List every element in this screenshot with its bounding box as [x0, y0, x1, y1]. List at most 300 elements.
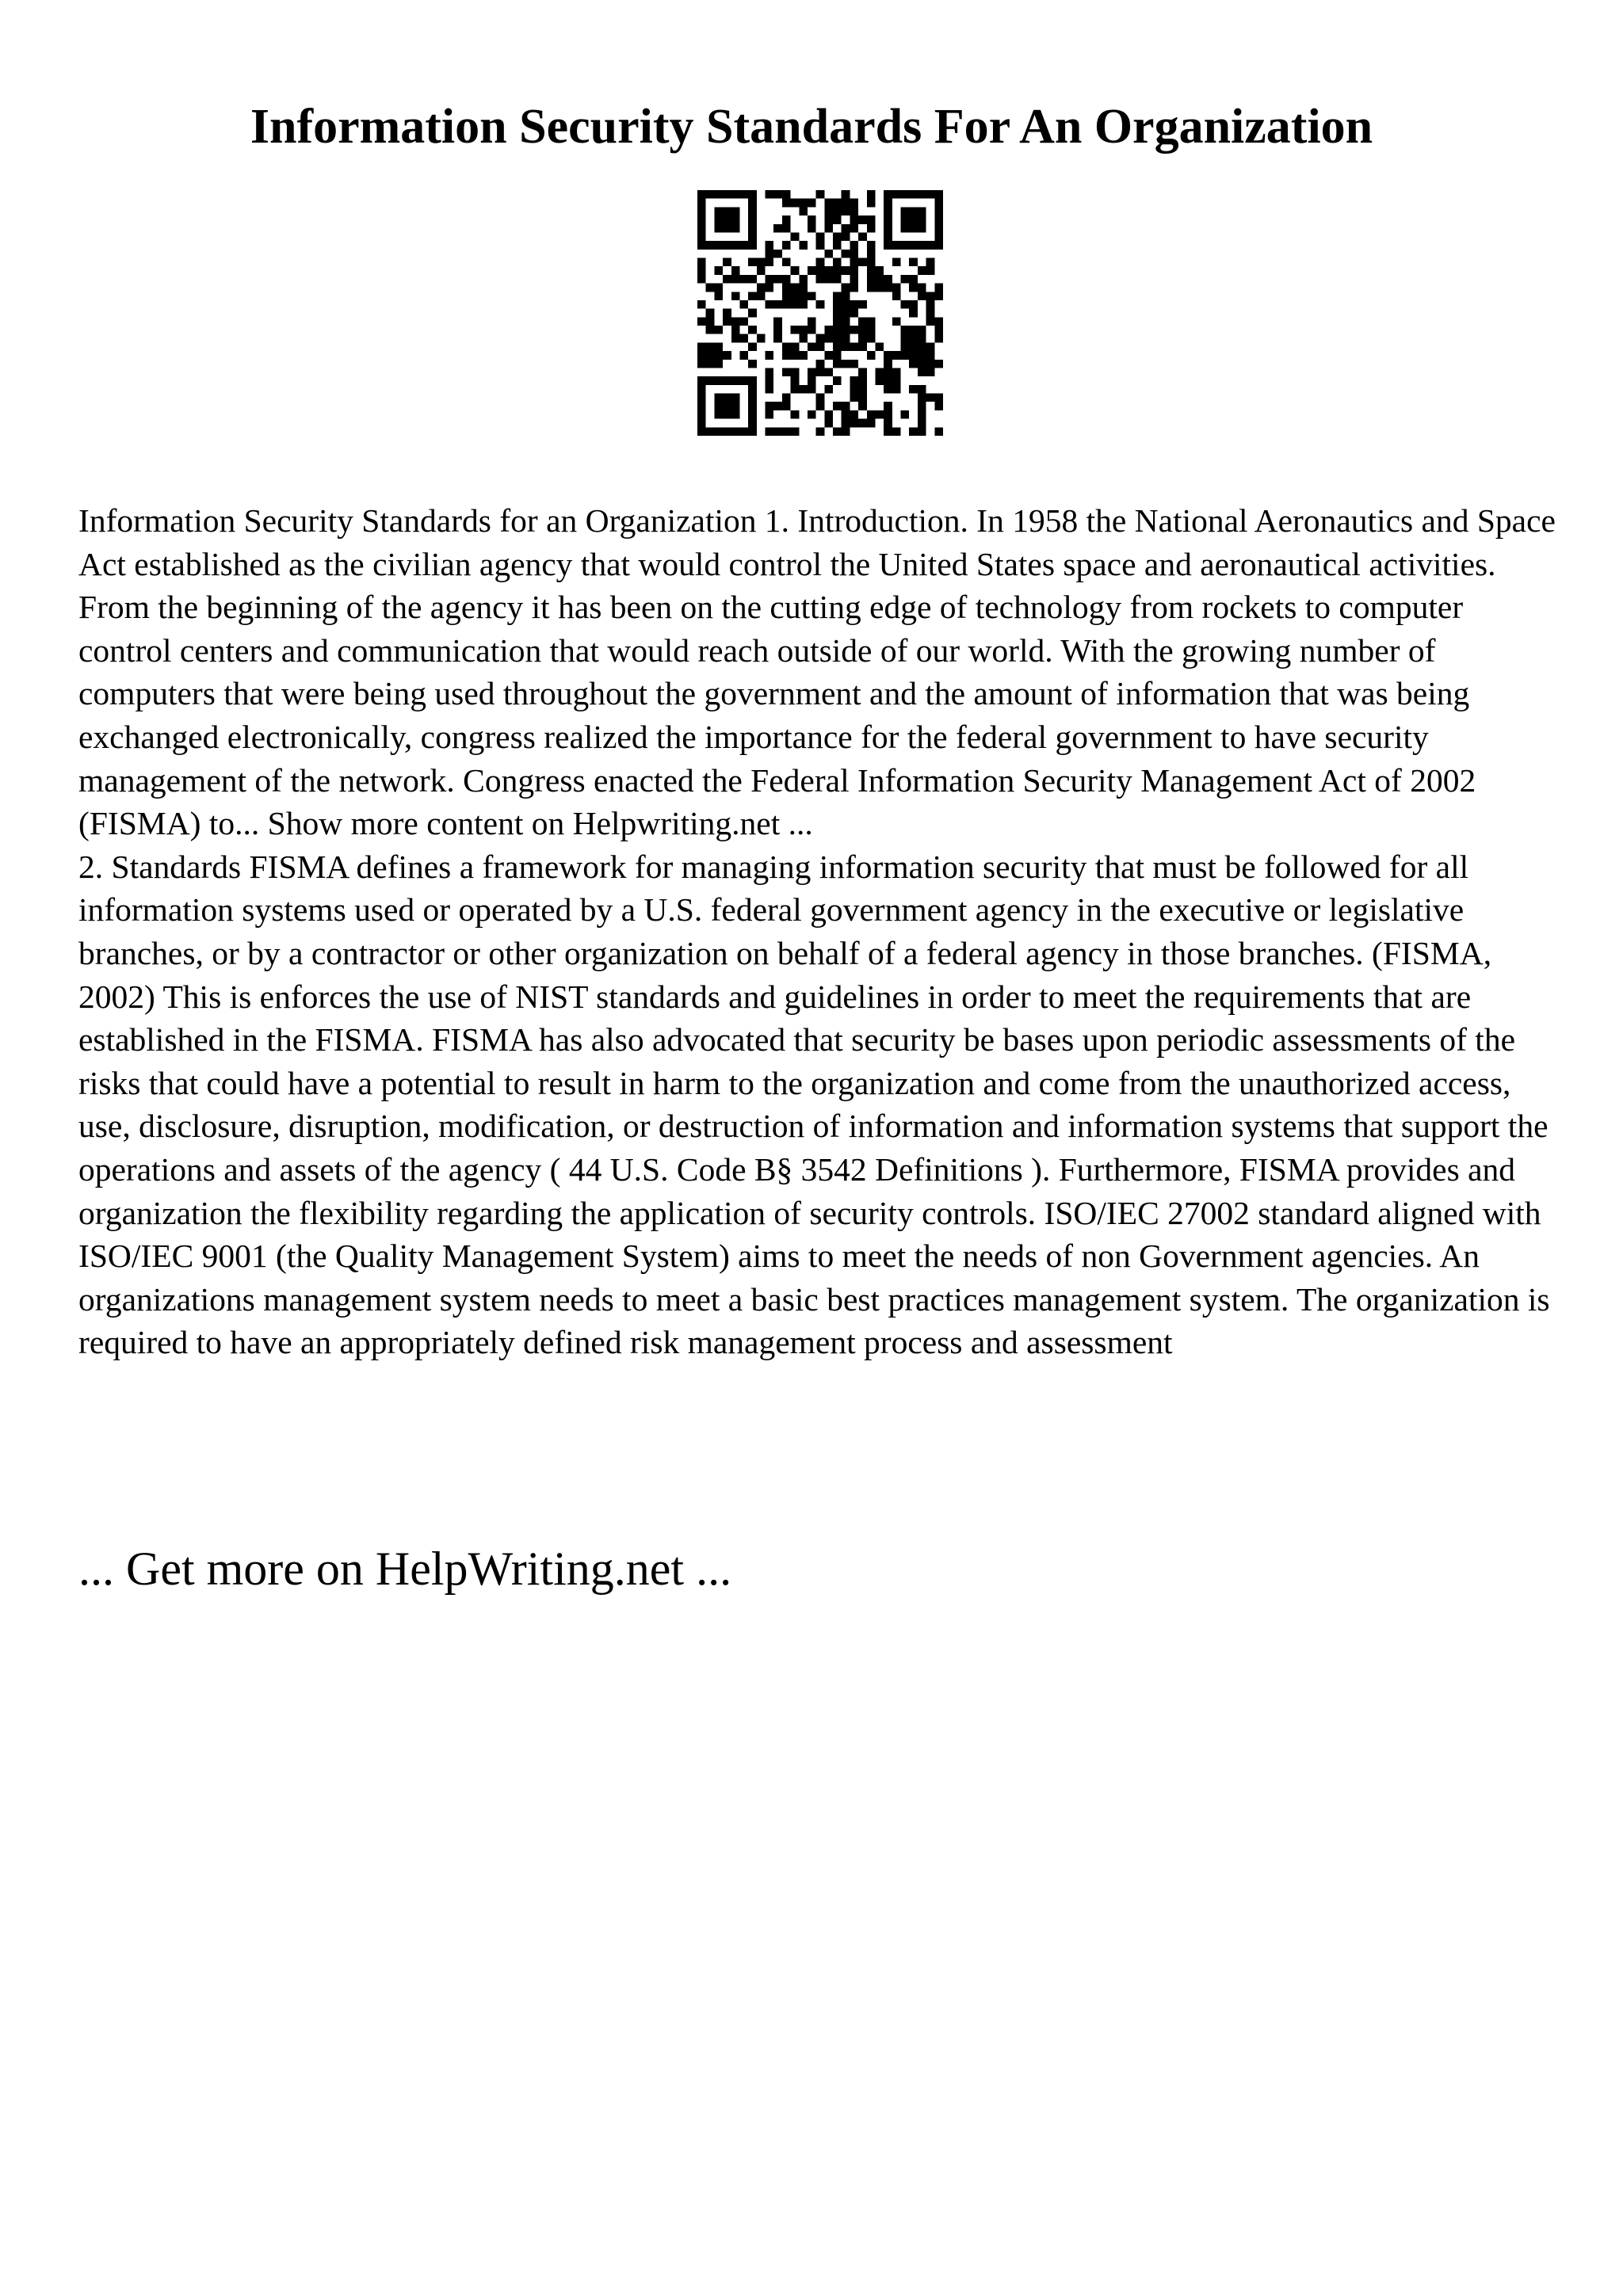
qr-module: [833, 309, 842, 318]
qr-module: [842, 224, 850, 233]
qr-module: [731, 292, 740, 300]
qr-module: [766, 351, 774, 360]
qr-module: [808, 266, 816, 275]
qr-module: [884, 410, 892, 419]
qr-module: [824, 215, 833, 224]
qr-module: [782, 402, 791, 410]
qr-module: [833, 300, 842, 309]
qr-module: [706, 317, 715, 326]
qr-module: [850, 309, 858, 318]
qr-module: [884, 427, 892, 436]
qr-module: [782, 427, 791, 436]
qr-module: [706, 309, 715, 318]
qr-module: [808, 410, 816, 419]
qr-module: [766, 275, 774, 284]
qr-module: [901, 275, 910, 284]
qr-module: [901, 410, 910, 419]
paragraph-introduction: Information Security Standards for an Organization 1. Introduction. In 1958 the National Aeronautics and Space Act established as the civilian agency that would control the United States space and aeronautical activities. From the beginning of the agency it has been on the cutting edge of technology from rockets to computer control centers and communication that would reach outside of our world. With the growing number of computers that were being used throughout the government and the amount of information that was being exchanged electronically, congress realized the importance for the federal government to have security management of the network. Congress enacted the Federal Information Security Management Act of 2002 (FISMA) to... Show more content on Helpwriting.net ...: [78, 502, 1556, 842]
qr-module: [842, 427, 850, 436]
qr-module: [766, 376, 774, 385]
qr-module: [833, 427, 842, 436]
qr-module: [892, 385, 901, 394]
qr-module: [773, 190, 782, 199]
qr-module: [918, 284, 926, 292]
qr-module: [757, 292, 766, 300]
qr-module: [850, 385, 858, 394]
qr-module: [766, 410, 774, 419]
qr-module: [842, 360, 850, 368]
qr-module: [816, 334, 825, 343]
qr-module: [918, 326, 926, 334]
qr-module: [791, 368, 800, 376]
qr-module: [782, 241, 791, 250]
qr-module: [773, 300, 782, 309]
qr-module: [909, 309, 918, 318]
qr-module: [858, 376, 867, 385]
qr-module: [858, 394, 867, 402]
qr-module: [766, 402, 774, 410]
qr-module: [875, 266, 884, 275]
qr-module: [918, 266, 926, 275]
qr-module: [782, 199, 791, 208]
qr-module: [850, 419, 858, 428]
qr-module: [697, 300, 706, 309]
qr-module: [791, 266, 800, 275]
qr-module: [706, 351, 715, 360]
qr-module: [757, 258, 766, 267]
qr-module: [892, 317, 901, 326]
qr-module: [766, 427, 774, 436]
qr-module: [791, 326, 800, 334]
qr-module: [833, 207, 842, 215]
qr-module: [934, 427, 943, 436]
qr-module: [926, 300, 935, 309]
qr-module: [884, 360, 892, 368]
qr-module: [824, 385, 833, 394]
qr-module: [892, 351, 901, 360]
qr-module: [842, 309, 850, 318]
qr-module: [697, 317, 706, 326]
qr-module: [748, 326, 757, 334]
qr-module: [799, 292, 808, 300]
qr-module: [766, 190, 774, 199]
qr-module: [791, 427, 800, 436]
qr-module: [714, 360, 723, 368]
qr-module: [918, 360, 926, 368]
qr-module: [867, 241, 876, 250]
qr-module: [697, 360, 706, 368]
qr-module: [867, 419, 876, 428]
qr-module: [884, 275, 892, 284]
qr-module: [824, 207, 833, 215]
qr-module: [766, 284, 774, 292]
qr-module: [833, 342, 842, 351]
qr-module: [723, 275, 731, 284]
qr-module: [850, 215, 858, 224]
qr-module: [926, 351, 935, 360]
qr-module: [918, 419, 926, 428]
qr-module: [850, 410, 858, 419]
qr-module: [824, 275, 833, 284]
qr-module: [858, 368, 867, 376]
qr-module: [816, 394, 825, 402]
qr-module: [858, 342, 867, 351]
qr-module: [858, 402, 867, 410]
qr-module: [850, 241, 858, 250]
qr-module: [909, 284, 918, 292]
qr-module: [723, 317, 731, 326]
qr-module: [833, 317, 842, 326]
qr-module: [884, 284, 892, 292]
qr-module: [816, 300, 825, 309]
qr-module: [731, 275, 740, 284]
qr-module: [714, 326, 723, 334]
qr-module: [901, 300, 910, 309]
qr-module: [766, 300, 774, 309]
qr-module: [934, 284, 943, 292]
qr-module: [850, 266, 858, 275]
qr-module: [782, 190, 791, 199]
qr-module: [799, 241, 808, 250]
qr-module: [850, 326, 858, 334]
qr-module: [833, 266, 842, 275]
qr-module: [808, 368, 816, 376]
qr-module: [824, 199, 833, 208]
qr-module: [824, 326, 833, 334]
qr-module: [842, 342, 850, 351]
qr-module: [773, 224, 782, 233]
qr-module: [799, 207, 808, 215]
qr-module: [731, 326, 740, 334]
qr-module: [833, 232, 842, 241]
qr-module: [782, 351, 791, 360]
qr-module: [791, 284, 800, 292]
qr-module: [766, 368, 774, 376]
qr-module: [926, 317, 935, 326]
qr-module: [808, 342, 816, 351]
qr-module: [748, 258, 757, 267]
qr-module: [766, 241, 774, 250]
qr-module: [773, 334, 782, 343]
qr-module: [867, 284, 876, 292]
qr-module: [782, 215, 791, 224]
qr-module: [867, 410, 876, 419]
qr-module: [934, 326, 943, 334]
qr-module: [782, 284, 791, 292]
qr-module: [858, 258, 867, 267]
qr-module: [697, 275, 706, 284]
qr-module: [824, 410, 833, 419]
qr-module: [816, 402, 825, 410]
qr-module: [918, 292, 926, 300]
qr-module: [858, 300, 867, 309]
qr-module: [858, 326, 867, 334]
qr-module: [791, 385, 800, 394]
qr-module: [782, 342, 791, 351]
qr-module: [833, 351, 842, 360]
qr-module: [782, 258, 791, 267]
qr-module: [731, 266, 740, 275]
qr-module: [833, 199, 842, 208]
qr-module: [918, 394, 926, 402]
qr-module: [706, 284, 715, 292]
qr-module: [926, 360, 935, 368]
qr-module: [748, 275, 757, 284]
qr-module: [799, 199, 808, 208]
qr-module: [909, 326, 918, 334]
qr-module: [926, 292, 935, 300]
qr-module: [858, 215, 867, 224]
qr-module: [918, 402, 926, 410]
qr-module: [824, 351, 833, 360]
qr-module: [773, 317, 782, 326]
qr-module: [909, 334, 918, 343]
qr-module: [934, 334, 943, 343]
qr-module: [850, 207, 858, 215]
qr-module: [782, 368, 791, 376]
qr-module: [833, 292, 842, 300]
qr-module: [842, 317, 850, 326]
qr-module: [714, 351, 723, 360]
qr-module: [934, 292, 943, 300]
qr-module: [766, 250, 774, 258]
qr-module: [833, 258, 842, 267]
qr-module: [918, 385, 926, 394]
qr-module: [875, 342, 884, 351]
qr-module: [799, 326, 808, 334]
qr-module: [934, 360, 943, 368]
qr-module: [773, 326, 782, 334]
qr-module: [926, 258, 935, 267]
qr-module: [766, 385, 774, 394]
qr-module: [909, 258, 918, 267]
qr-module: [909, 275, 918, 284]
qr-module: [884, 368, 892, 376]
qr-module: [867, 258, 876, 267]
qr-module: [731, 334, 740, 343]
qr-module: [808, 376, 816, 385]
qr-module: [816, 258, 825, 267]
qr-module: [892, 258, 901, 267]
qr-module: [782, 394, 791, 402]
qr-module: [748, 342, 757, 351]
qr-module: [884, 402, 892, 410]
qr-module: [782, 275, 791, 284]
qr-module: [833, 275, 842, 284]
qr-module: [723, 309, 731, 318]
qr-module: [706, 342, 715, 351]
qr-module: [867, 334, 876, 343]
qr-module: [782, 300, 791, 309]
qr-module: [842, 292, 850, 300]
qr-module: [858, 334, 867, 343]
qr-module: [909, 427, 918, 436]
qr-module: [833, 334, 842, 343]
qr-module: [918, 351, 926, 360]
qr-code-icon: [697, 190, 943, 436]
get-more-link[interactable]: ... Get more on HelpWriting.net ...: [78, 1543, 732, 1595]
qr-module: [875, 376, 884, 385]
qr-module: [867, 199, 876, 208]
qr-module: [926, 342, 935, 351]
qr-module: [799, 334, 808, 343]
qr-module: [791, 351, 800, 360]
qr-module: [799, 385, 808, 394]
document-body: [78, 499, 1560, 1364]
qr-module: [824, 250, 833, 258]
qr-module: [706, 360, 715, 368]
page-title: Information Security Standards For An Organization: [250, 100, 1373, 154]
qr-module: [714, 292, 723, 300]
qr-module: [808, 317, 816, 326]
qr-module: [739, 300, 748, 309]
qr-module: [816, 275, 825, 284]
qr-module: [892, 368, 901, 376]
qr-module: [909, 300, 918, 309]
qr-module: [875, 410, 884, 419]
qr-module: [791, 376, 800, 385]
qr-module: [867, 351, 876, 360]
qr-module: [773, 427, 782, 436]
qr-module: [926, 394, 935, 402]
qr-module: [842, 250, 850, 258]
qr-module: [766, 258, 774, 267]
qr-module: [850, 258, 858, 267]
qr-module: [842, 419, 850, 428]
qr-module: [884, 376, 892, 385]
qr-module: [842, 284, 850, 292]
qr-module: [892, 376, 901, 385]
qr-module: [867, 250, 876, 258]
qr-module: [875, 284, 884, 292]
qr-module: [875, 275, 884, 284]
qr-module: [808, 326, 816, 334]
qr-module: [884, 385, 892, 394]
qr-module: [842, 199, 850, 208]
qr-module: [782, 224, 791, 233]
qr-module: [850, 199, 858, 208]
qr-module: [909, 360, 918, 368]
qr-module: [833, 241, 842, 250]
qr-module: [714, 284, 723, 292]
qr-module: [842, 410, 850, 419]
qr-module: [867, 190, 876, 199]
qr-module: [757, 266, 766, 275]
qr-module: [791, 232, 800, 241]
qr-module: [824, 334, 833, 343]
qr-module: [858, 232, 867, 241]
qr-module: [918, 427, 926, 436]
qr-module: [714, 342, 723, 351]
qr-module: [918, 342, 926, 351]
qr-module: [757, 334, 766, 343]
qr-module: [918, 368, 926, 376]
qr-module: [697, 342, 706, 351]
qr-module: [934, 402, 943, 410]
qr-module: [842, 334, 850, 343]
qr-module: [858, 419, 867, 428]
qr-module: [867, 317, 876, 326]
qr-module: [850, 360, 858, 368]
qr-module: [739, 334, 748, 343]
qr-module: [909, 351, 918, 360]
qr-module: [731, 317, 740, 326]
qr-module: [850, 300, 858, 309]
qr-module: [833, 376, 842, 385]
qr-module: [867, 266, 876, 275]
qr-module: [816, 190, 825, 199]
qr-module: [842, 402, 850, 410]
qr-module: [816, 360, 825, 368]
qr-module: [808, 224, 816, 233]
qr-module: [842, 232, 850, 241]
qr-module: [808, 292, 816, 300]
qr-module: [850, 275, 858, 284]
qr-module: [791, 292, 800, 300]
qr-module: [926, 368, 935, 376]
qr-module: [833, 402, 842, 410]
qr-module: [875, 368, 884, 376]
qr-module: [816, 232, 825, 241]
qr-module: [757, 284, 766, 292]
qr-module: [824, 368, 833, 376]
qr-module: [799, 351, 808, 360]
qr-module: [867, 326, 876, 334]
qr-module: [697, 351, 706, 360]
qr-module: [850, 224, 858, 233]
qr-module: [842, 326, 850, 334]
qr-module: [850, 250, 858, 258]
qr-module: [901, 334, 910, 343]
qr-module: [850, 376, 858, 385]
qr-module: [858, 317, 867, 326]
qr-module: [739, 275, 748, 284]
qr-module: [824, 419, 833, 428]
qr-module: [892, 284, 901, 292]
qr-module: [791, 342, 800, 351]
qr-module: [816, 266, 825, 275]
qr-module: [773, 275, 782, 284]
qr-module: [748, 292, 757, 300]
qr-module: [858, 385, 867, 394]
qr-module: [867, 275, 876, 284]
qr-module: [799, 300, 808, 309]
paragraph-standards: 2. Standards FISMA defines a framework for managing information security that must be followed for all information systems used or operated by a U.S. federal government agency in the executive or legislative branches, or by a contractor or other organization on behalf of a federal agency in those branches. (FISMA, 2002) This is enforces the use of NIST standards and guidelines in order to meet the requirements that are established in the FISMA. FISMA has also advocated that security be bases upon periodic assessments of the risks that could have a potential to result in harm to the organization and come from the unauthorized access, use, disclosure, disruption, modification, or destruction of information and information systems that support the operations and assets of the agency ( 44 U.S. Code B§ 3542 Definitions ). Furthermore, FISMA provides and organization the flexibility regarding the application of security controls. ISO/IEC 27002 standard aligned with ISO/IEC 9001 (the Quality Management System) aims to meet the needs of non Government agencies. An organizations management system needs to meet a basic best practices management system. The organization is required to have an appropriately defined risk management process and assessment: [78, 848, 1550, 1361]
qr-module: [926, 266, 935, 275]
qr-module: [773, 402, 782, 410]
qr-module: [824, 266, 833, 275]
qr-module: [842, 266, 850, 275]
qr-module: [739, 351, 748, 360]
qr-module: [824, 224, 833, 233]
qr-module: [739, 317, 748, 326]
qr-module: [748, 309, 757, 318]
qr-module: [850, 394, 858, 402]
qr-module: [867, 215, 876, 224]
qr-module: [892, 427, 901, 436]
qr-module: [901, 342, 910, 351]
qr-module: [808, 215, 816, 224]
qr-module: [926, 309, 935, 318]
qr-module: [918, 334, 926, 343]
qr-module: [723, 351, 731, 360]
qr-module: [697, 266, 706, 275]
qr-module: [842, 300, 850, 309]
qr-module: [816, 241, 825, 250]
qr-module: [782, 292, 791, 300]
qr-module: [842, 190, 850, 199]
qr-module: [833, 215, 842, 224]
